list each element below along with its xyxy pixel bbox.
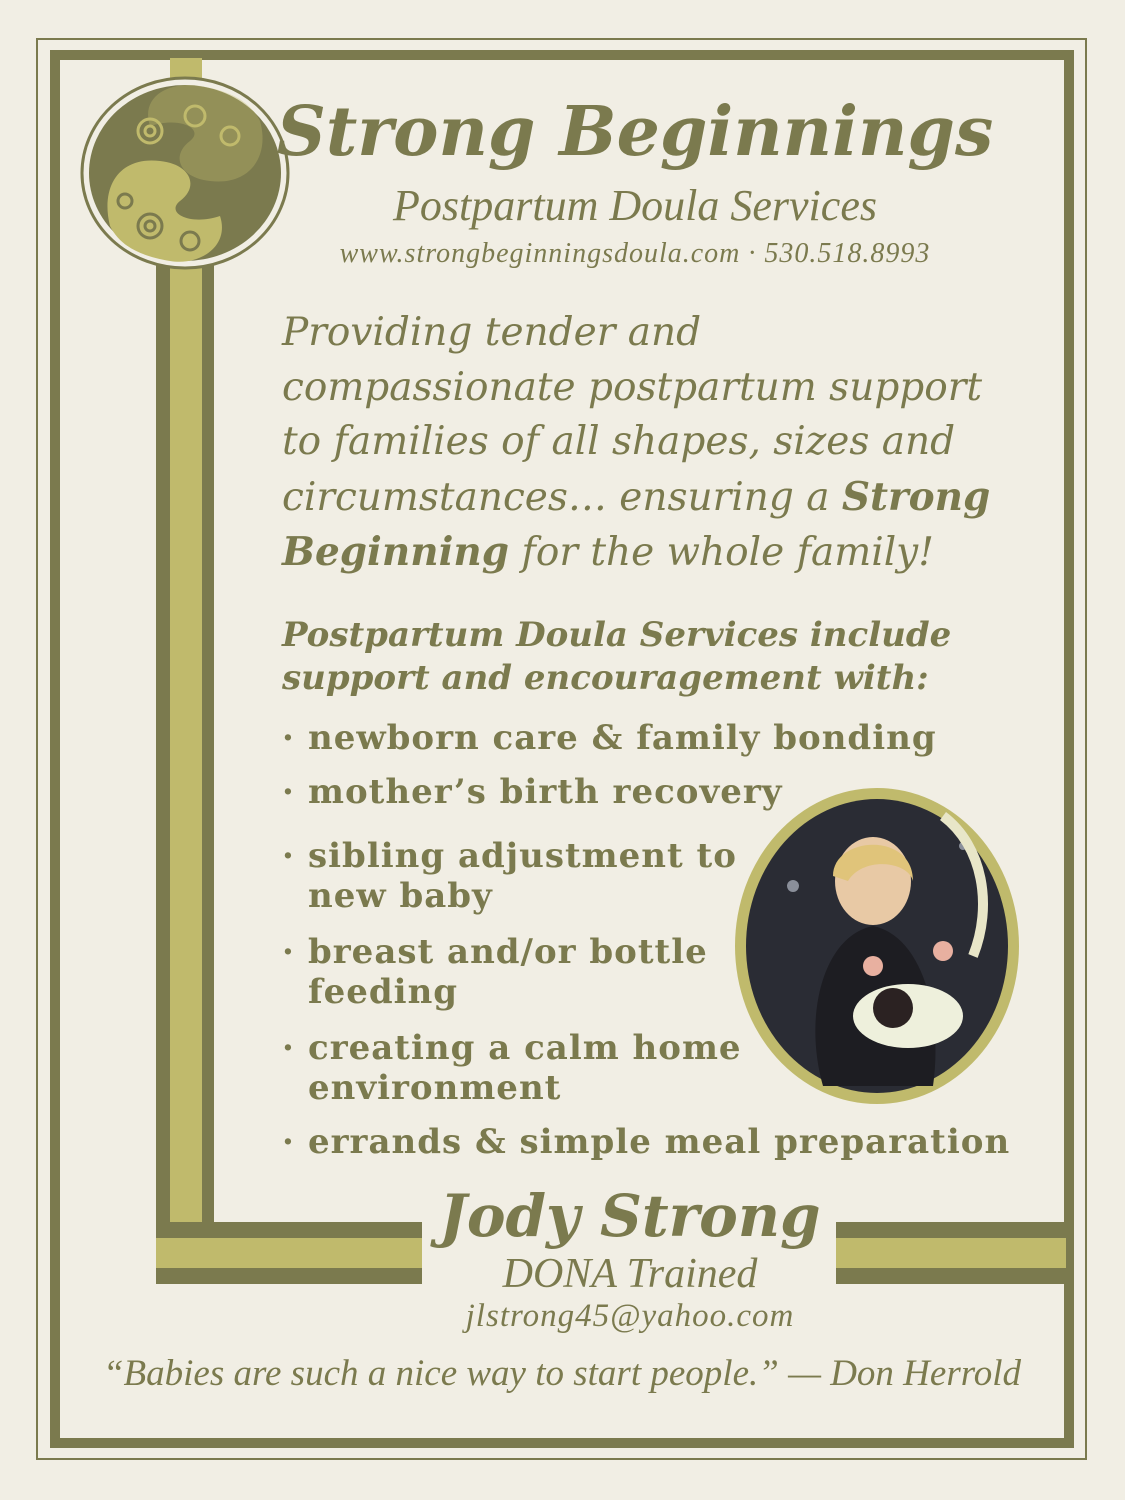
tagline-after: for the whole family! xyxy=(509,530,934,575)
list-item: · breast and/or bottle feeding xyxy=(282,932,708,1012)
list-item: · creating a calm home environment xyxy=(282,1028,742,1108)
list-item: · mother’s birth recovery xyxy=(282,772,783,812)
tagline-before: Providing tender and compassionate postpartum support to families of all shapes, sizes and circumstances… ensuring a xyxy=(282,310,983,520)
list-item: · sibling adjustment to new baby xyxy=(282,836,737,916)
doula-holding-baby-photo-icon xyxy=(733,786,1021,1106)
doula-name: Jody Strong xyxy=(439,1182,821,1250)
email-link[interactable]: jlstrong45@yahoo.com xyxy=(465,1298,795,1334)
services-heading: Postpartum Doula Services include support and encouragement with: xyxy=(282,615,952,698)
website-phone[interactable]: www.strongbeginningsdoula.com · 530.518.8993 xyxy=(339,238,931,269)
quote: “Babies are such a nice way to start people.” — Don Herrold xyxy=(102,1353,1022,1394)
tagline xyxy=(282,306,1002,581)
credential: DONA Trained xyxy=(502,1251,758,1297)
business-subtitle: Postpartum Doula Services xyxy=(393,181,877,230)
business-title: Strong Beginnings xyxy=(276,92,994,172)
list-item: · errands & simple meal preparation xyxy=(282,1122,1011,1162)
tagline-emphasis: Strong Beginning xyxy=(282,473,991,575)
list-item: · newborn care & family bonding xyxy=(282,718,937,758)
